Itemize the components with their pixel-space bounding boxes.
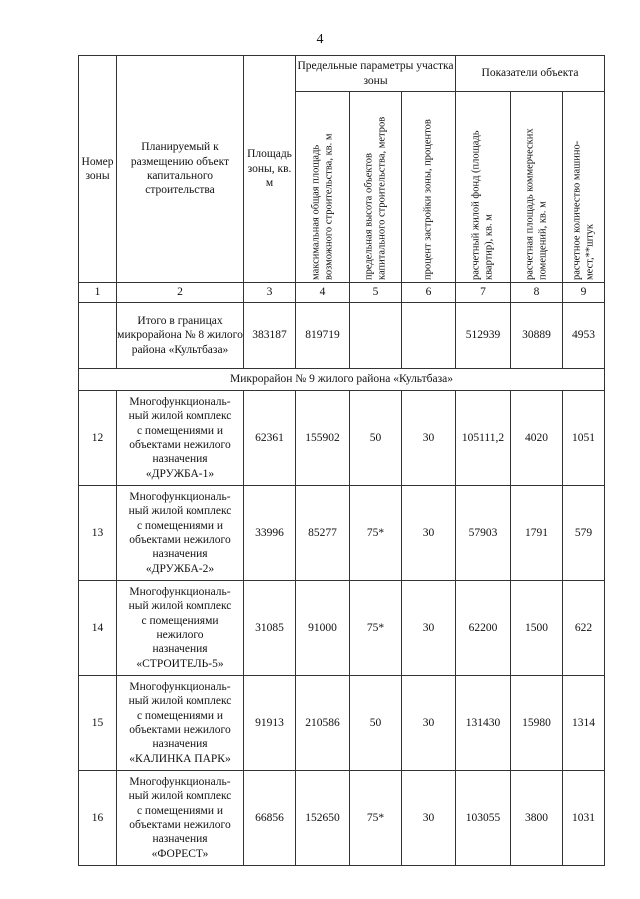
commercial-area: 1500 xyxy=(511,581,563,676)
object-name-line: ный жилой комплекс xyxy=(128,505,232,518)
header-max-height-text: предельная высота объектов капитального строительства, метров xyxy=(362,116,387,280)
object-name-line: назначения xyxy=(152,738,208,751)
object-name-line: «КАЛИНКА ПАРК» xyxy=(129,752,231,765)
page-number: 4 xyxy=(316,32,324,47)
column-number: 1 xyxy=(79,283,117,303)
object-name xyxy=(117,486,244,581)
summary-zone-area: 383187 xyxy=(244,303,296,369)
header-housing-fund-text: расчетный жилой фонд (площадь квартир), кв. м xyxy=(470,130,494,280)
object-name-line: нежилого xyxy=(156,629,204,641)
object-name-line: с помещениями и xyxy=(136,709,224,722)
object-name-line: «ФОРЕСТ» xyxy=(151,847,209,860)
max-area: 91000 xyxy=(296,581,350,676)
summary-max-area: 819719 xyxy=(296,303,350,369)
housing-fund: 62200 xyxy=(456,581,511,676)
parking-spaces: 579 xyxy=(563,486,605,581)
max-area: 85277 xyxy=(296,486,350,581)
object-name-line: «СТРОИТЕЛЬ-5» xyxy=(136,657,224,670)
object-name-line: назначения xyxy=(152,643,208,656)
header-housing-fund xyxy=(456,92,511,283)
object-name-line: объектами нежилого xyxy=(129,534,231,546)
object-name-line: с помещениями и xyxy=(136,804,224,817)
object-name-line: с помещениями и xyxy=(136,519,224,532)
commercial-area: 3800 xyxy=(511,771,563,866)
zone-area: 91913 xyxy=(244,676,296,771)
object-name-line: объектами нежилого xyxy=(129,439,231,451)
housing-fund: 57903 xyxy=(456,486,511,581)
zone-area: 33996 xyxy=(244,486,296,581)
object-name xyxy=(117,676,244,771)
build-percent: 30 xyxy=(402,676,456,771)
max-area: 152650 xyxy=(296,771,350,866)
zone-area: 62361 xyxy=(244,391,296,486)
object-name xyxy=(117,581,244,676)
zone-area: 66856 xyxy=(244,771,296,866)
build-percent: 30 xyxy=(402,391,456,486)
housing-fund: 131430 xyxy=(456,676,511,771)
object-name-line: ный жилой комплекс xyxy=(128,790,232,803)
summary-row xyxy=(79,303,605,369)
summary-zone-cell xyxy=(79,303,117,369)
column-number: 7 xyxy=(456,283,511,303)
build-percent: 30 xyxy=(402,581,456,676)
zone-number: 15 xyxy=(79,676,117,771)
summary-commercial-area: 30889 xyxy=(511,303,563,369)
table-row xyxy=(79,676,605,771)
column-number: 5 xyxy=(350,283,402,303)
section-title: Микрорайон № 9 жилого района «Культбаза» xyxy=(79,369,605,391)
commercial-area: 4020 xyxy=(511,391,563,486)
header-max-height xyxy=(350,92,402,283)
object-name-line: с помещениями xyxy=(141,614,219,627)
header-build-percent xyxy=(402,92,456,283)
object-name-line: объектами нежилого xyxy=(129,819,231,831)
object-name-line: назначения xyxy=(152,833,208,846)
object-name-line: Многофункциональ- xyxy=(129,490,231,503)
build-percent: 30 xyxy=(402,771,456,866)
parking-spaces: 1031 xyxy=(563,771,605,866)
parking-spaces: 1051 xyxy=(563,391,605,486)
object-name-line: Многофункциональ- xyxy=(129,395,231,408)
max-height: 75* xyxy=(350,486,402,581)
object-name-line: Многофункциональ- xyxy=(129,775,231,788)
summary-housing-fund: 512939 xyxy=(456,303,511,369)
parking-spaces: 622 xyxy=(563,581,605,676)
object-name-line: с помещениями и xyxy=(136,424,224,437)
parking-spaces: 1314 xyxy=(563,676,605,771)
header-limit-params: Предельные параметры участка зоны xyxy=(296,56,456,92)
object-name-line: объектами нежилого xyxy=(129,724,231,736)
housing-fund: 103055 xyxy=(456,771,511,866)
column-number: 9 xyxy=(563,283,605,303)
max-area: 210586 xyxy=(296,676,350,771)
max-height: 75* xyxy=(350,581,402,676)
column-number: 2 xyxy=(117,283,244,303)
summary-build-percent xyxy=(402,303,456,369)
summary-label: Итого в границах микрорайона № 8 жилого района «Культбаза» xyxy=(117,303,244,369)
header-commercial-area xyxy=(511,92,563,283)
column-number: 4 xyxy=(296,283,350,303)
build-percent: 30 xyxy=(402,486,456,581)
header-parking-spaces-text: расчетное количество машино-мест,**штук xyxy=(570,140,595,280)
object-name-line: «ДРУЖБА-1» xyxy=(145,467,215,480)
max-height: 75* xyxy=(350,771,402,866)
section-row xyxy=(79,369,605,391)
object-name-line: Многофункциональ- xyxy=(129,680,231,693)
object-name-line: назначения xyxy=(152,548,208,561)
column-number: 6 xyxy=(402,283,456,303)
header-parking-spaces xyxy=(563,92,605,283)
object-name-line: назначения xyxy=(152,453,208,466)
zone-number: 12 xyxy=(79,391,117,486)
table-row xyxy=(79,486,605,581)
header-build-percent-text: процент застройки зоны, процентов xyxy=(422,119,434,280)
table-row xyxy=(79,581,605,676)
max-area: 155902 xyxy=(296,391,350,486)
commercial-area: 15980 xyxy=(511,676,563,771)
table-row xyxy=(79,391,605,486)
zone-area: 31085 xyxy=(244,581,296,676)
summary-parking-spaces: 4953 xyxy=(563,303,605,369)
header-zone-number: Номер зоны xyxy=(79,56,117,283)
zone-number: 16 xyxy=(79,771,117,866)
header-max-area-text: максимальная общая площадь возможного строительства, кв. м xyxy=(309,133,334,280)
column-number: 8 xyxy=(511,283,563,303)
zones-table xyxy=(78,55,605,866)
object-name-line: «ДРУЖБА-2» xyxy=(145,562,215,575)
object-name-line: ный жилой комплекс xyxy=(128,410,232,423)
header-commercial-area-text: расчетная площадь коммерческих помещений, кв. м xyxy=(523,128,548,280)
table-row xyxy=(79,771,605,866)
summary-max-height xyxy=(350,303,402,369)
column-number: 3 xyxy=(244,283,296,303)
header-zone-area: Площадь зоны, кв. м xyxy=(244,56,296,283)
zone-number: 14 xyxy=(79,581,117,676)
commercial-area: 1791 xyxy=(511,486,563,581)
max-height: 50 xyxy=(350,676,402,771)
header-max-area xyxy=(296,92,350,283)
column-numbers-row xyxy=(79,283,605,303)
object-name xyxy=(117,391,244,486)
object-name xyxy=(117,771,244,866)
header-object-indicators: Показатели объекта xyxy=(456,56,605,92)
zone-number: 13 xyxy=(79,486,117,581)
object-name-line: Многофункциональ- xyxy=(129,585,231,598)
max-height: 50 xyxy=(350,391,402,486)
object-name-line: ный жилой комплекс xyxy=(128,695,232,708)
housing-fund: 105111,2 xyxy=(456,391,511,486)
object-name-line: ный жилой комплекс xyxy=(128,600,232,613)
header-planned-object: Планируемый к размещению объект капитального строительства xyxy=(117,56,244,283)
